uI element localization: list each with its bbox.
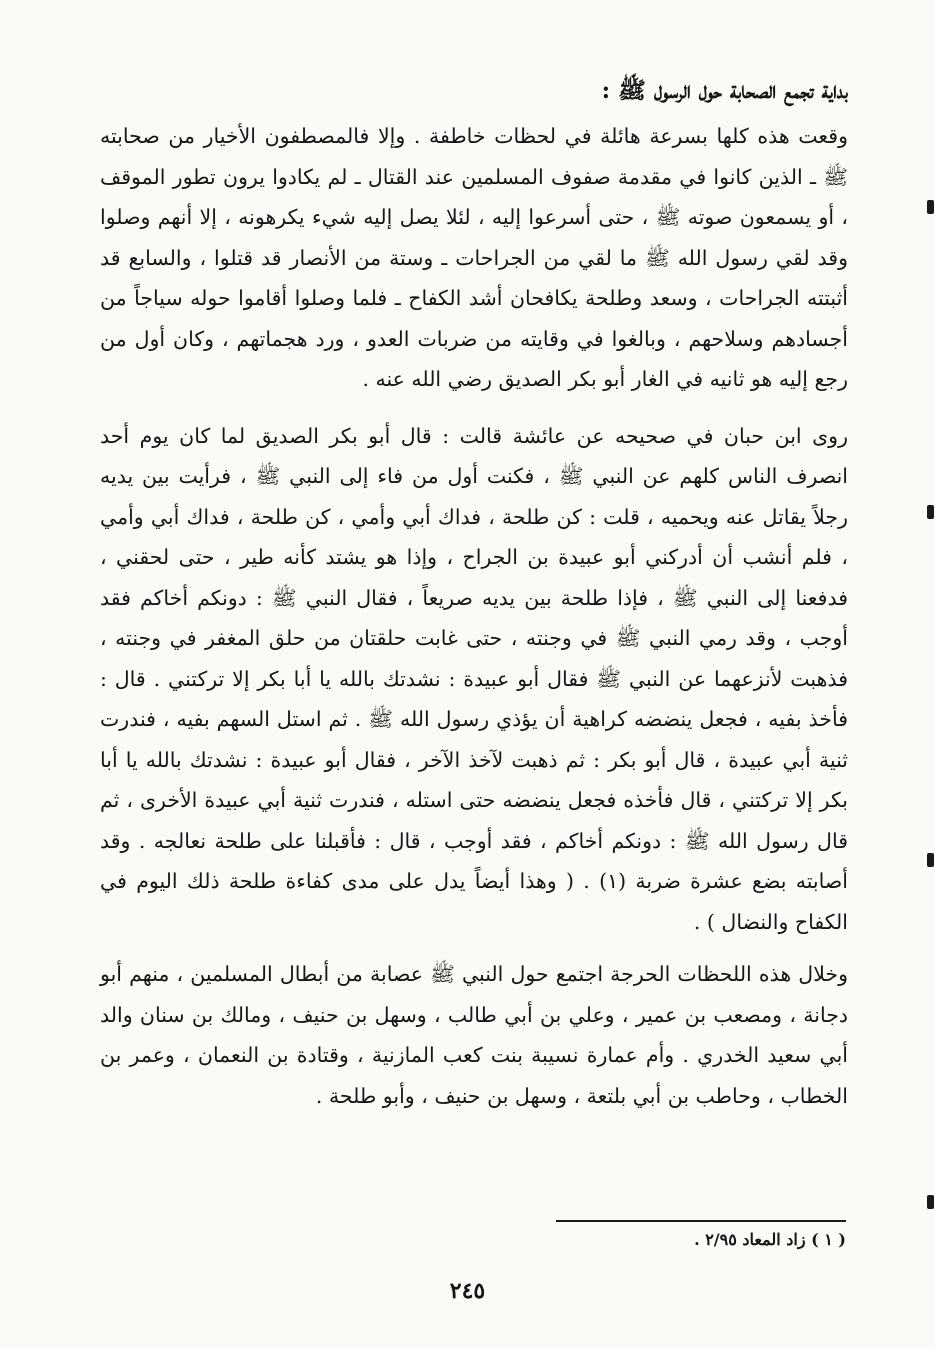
- paragraph-2: روى ابن حبان في صحيحه عن عائشة قالت : قال أبو بكر الصديق لما كان يوم أحد انصرف الناس كلهم عن النبي ﷺ ، فكنت أول من فاء إلى النبي ﷺ ، فرأيت بين يديه رجلاً يقاتل عنه ويحميه ، قلت : كن طلحة ، فداك أبي وأمي ، كن طلحة ، فداك أبي وأمي ، فلم أنشب أن أدركني أبو عبيدة بن الجراح ، وإذا هو يشتد كأنه طير ، حتى لحقني ، فدفعنا إلى النبي ﷺ ، فإذا طلحة بين يديه صريعاً ، فقال النبي ﷺ : دونكم أخاكم فقد أوجب ، وقد رمي النبي ﷺ في وجنته ، حتى غابت حلقتان من حلق المغفر في وجنته ، فذهبت لأنزعهما عن النبي ﷺ فقال أبو عبيدة : نشدتك بالله يا أبا بكر إلا تركتني . قال : فأخذ بفيه ، فجعل ينضضه كراهية أن يؤذي رسول الله ﷺ . ثم استل السهم بفيه ، فندرت ثنية أبي عبيدة ، قال أبو بكر : ثم ذهبت لآخذ الآخر ، فقال أبو عبيدة : نشدتك بالله يا أبا بكر إلا تركتني ، قال فأخذه فجعل ينضضه حتى استله ، فندرت ثنية أبي عبيدة الأخرى ، ثم قال رسول الله ﷺ : دونكم أخاكم ، فقد أوجب ، قال : فأقبلنا على طلحة نعالجه . وقد أصابته بضع عشرة ضربة (١) . ( وهذا أيضاً يدل على مدى كفاءة طلحة ذلك اليوم في الكفاح والنضال ) .: [100, 423, 848, 934]
- paragraph-3: وخلال هذه اللحظات الحرجة اجتمع حول النبي ﷺ عصابة من أبطال المسلمين ، منهم أبو دجانة ، ومصعب بن عمير ، وعلي بن أبي طالب ، وسهل بن حنيف ، ومالك بن سنان والد أبي سعيد الخدري . وأم عمارة نسيبة بنت كعب المازنية ، وقتادة بن النعمان ، وعمر بن الخطاب ، وحاطب بن أبي بلتعة ، وسهل بن حنيف ، وأبو طلحة .: [100, 962, 848, 1108]
- margin-mark: [927, 200, 934, 214]
- footnote-divider: [556, 1220, 846, 1222]
- page-number: ٢٤٥: [449, 1278, 486, 1304]
- margin-mark: [927, 1195, 934, 1209]
- section-heading: بداية تجمع الصحابة حول الرسول ﷺ :: [601, 77, 848, 104]
- page-body: [100, 72, 848, 1116]
- paragraph-1: وقعت هذه كلها بسرعة هائلة في لحظات خاطفة . وإلا فالمصطفون الأخيار من صحابته ﷺ ـ الذين كانوا في مقدمة صفوف المسلمين عند القتال ـ لم يكادوا يرون تطور الموقف ، أو يسمعون صوته ﷺ ، حتى أسرعوا إليه ، لئلا يصل إليه شيء يكرهونه ، إلا أنهم وصلوا وقد لقي رسول الله ﷺ ما لقي من الجراحات ـ وستة من الأنصار قد قتلوا ، والسابع قد أثبتته الجراحات ، وسعد وطلحة يكافحان أشد الكفاح ـ فلما وصلوا أقاموا حوله سياجاً من أجسادهم وسلاحهم ، وبالغوا في وقايته من ضربات العدو ، ورد هجماتهم ، وكان أول من رجع إليه هو ثانيه في الغار أبو بكر الصديق رضي الله عنه .: [100, 124, 848, 391]
- margin-mark: [927, 853, 934, 867]
- footnote: ( ١ ) زاد المعاد ٢/٩٥ .: [694, 1230, 846, 1249]
- margin-mark: [927, 505, 934, 519]
